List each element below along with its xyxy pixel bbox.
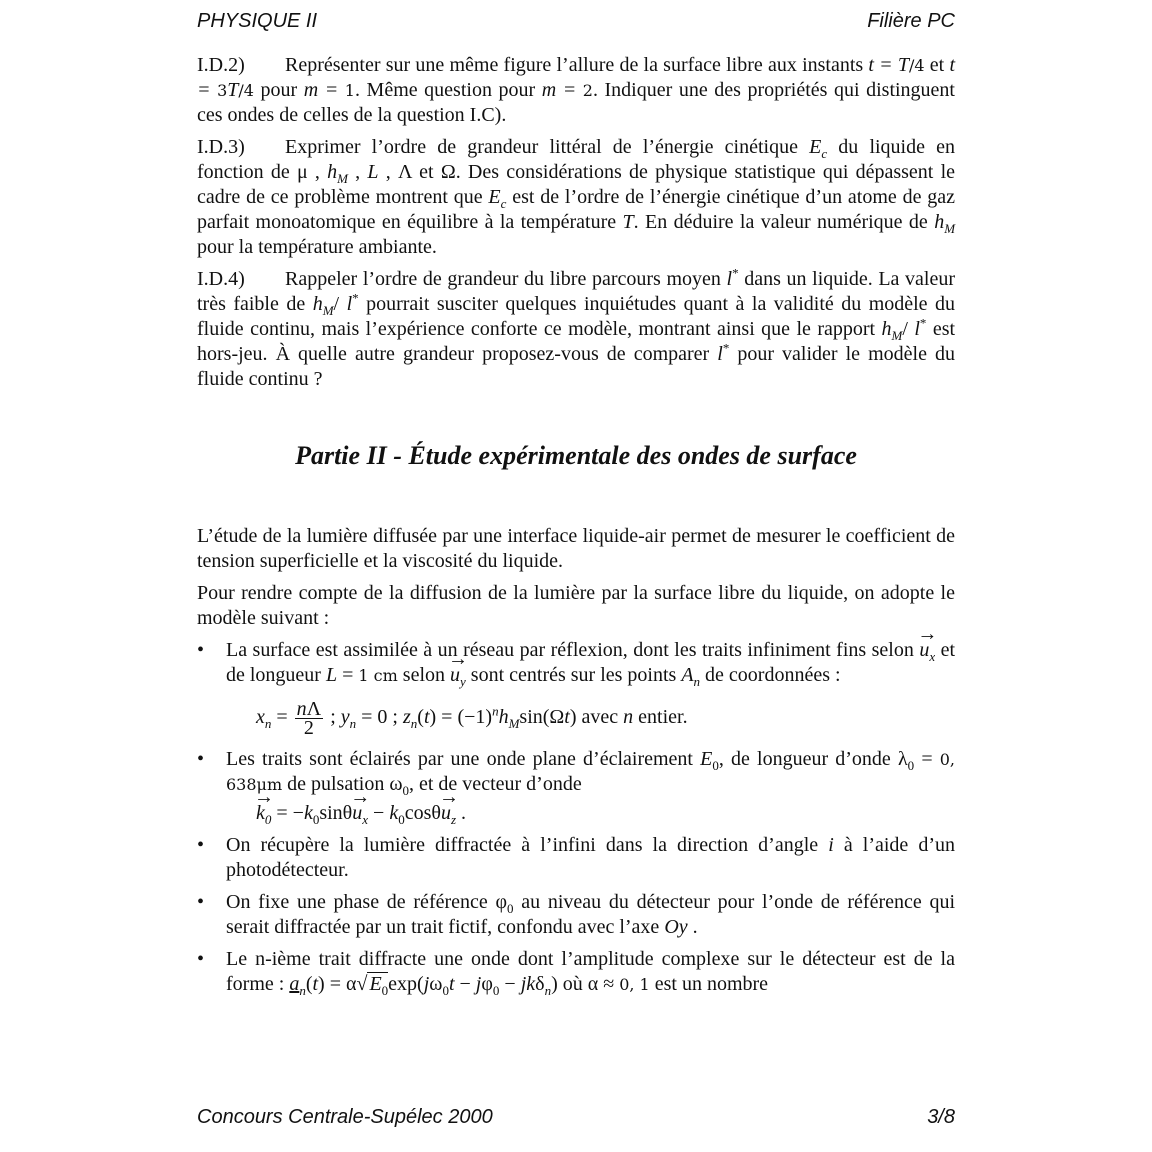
- header-left: PHYSIQUE II: [197, 10, 318, 32]
- intro-paragraph: L’étude de la lumière diffusée par une interface liquide-air permet de mesurer le coefficient de tension superficielle et la viscosité du liquide.: [197, 525, 955, 572]
- wave-vector-formula: → $k_0 = -k_0\sin\theta\to u_x - k_0\cos\theta\to u_z$ .: [256, 801, 955, 826]
- coordinates-formula: $x_n$ = $\frac{n\Lambda}{2}$ ; $y_n = 0$ ; $z_n(t) = (-1)^nh_M\sin(\Omega t)$ avec n entier.: [256, 698, 688, 739]
- bullet-icon: •: [197, 891, 205, 913]
- question-ID3: I.D.3) Exprimer l’ordre de grandeur littéral de l’énergie cinétique $E_c$ du liquide en fonction de μ , $h_M$ , L , Λ et Ω. Des considérations de physique statistique qui dépassent le cadre de ce problème montrent que $E_c$ est de l’ordre de l’énergie cinétique d’un atome de gaz parfait monoatomique en équilibre à la température T. En déduire la valeur numérique de $h_M$ pour la température ambiante.: [197, 136, 956, 258]
- header-right: Filière PC: [867, 10, 955, 32]
- question-number: I.D.2): [197, 54, 245, 76]
- question-ID4: I.D.4) Rappeler l’ordre de grandeur du libre parcours moyen l* dans un liquide. La valeur très faible de $h_M/$ l* pourrait susciter quelques inquiétudes quant à la validité du modèle du fluide continu, mais l’expérience conforte ce modèle, montrant ainsi que le rapport $h_M/$ l* est hors-jeu. À quelle autre grandeur proposez-vous de comparer l* pour valider le modèle du fluide continu ?: [197, 265, 956, 390]
- bullet-item: • On récupère la lumière diffractée à l’infini dans la direction d’angle i à l’aide d’un photodétecteur.: [197, 834, 955, 881]
- math: t = T: [868, 54, 909, 76]
- bullet-item: • Les traits sont éclairés par une onde plane d’éclairement $E_0$, de longueur d’onde $\lambda_0 = 0$, 638μm de pulsation $\omega_0$, et de vecteur d’onde → $k_0 = -k_0\sin\theta\to u_x - k_0\cos\theta\to u_z$ .: [197, 747, 955, 826]
- bullet-icon: •: [197, 748, 205, 770]
- part-title: Partie II - Étude expérimentale des ondes de surface: [295, 441, 857, 470]
- bullet-item: • On fixe une phase de référence $\varphi_0$ au niveau du détecteur pour l’onde de référence qui serait diffractée par un trait fictif, confondu avec l’axe Oy .: [197, 891, 956, 938]
- bullet-icon: •: [197, 834, 205, 856]
- question-number: I.D.4): [197, 268, 245, 290]
- document-body: [197, 53, 955, 1004]
- page-number: 3/8: [927, 1106, 955, 1128]
- page: [197, 0, 955, 1152]
- bullet-item: • Le n-ième trait diffracte une onde dont l’amplitude complexe sur le détecteur est de la forme : $a_n(t) = \alpha√$ $E_0\exp(j\omega_0t - j\varphi_0 - jk\delta_n)$ où α ≈ 0, 1 est un nombre: [197, 948, 955, 998]
- bullet-icon: •: [197, 639, 205, 661]
- bullet-item: • La surface est assimilée à un réseau par réflexion, dont les traits infiniment fins selon → $u_x$ et de longueur L = 1 cm selon → $u_y$ sont centrés sur les points $A_n$ de coordonnées : $x_n$ = $\frac{n\Lambda}{2}$ ; $y_n = 0$ ; $z_n(t) = (-1)^nh_M\sin(\Omega t)$ avec n entier.: [197, 638, 955, 737]
- footer-left: Concours Centrale-Supélec 2000: [197, 1106, 493, 1128]
- bullet-icon: •: [197, 948, 205, 970]
- intro-paragraph: Pour rendre compte de la diffusion de la lumière par la surface libre du liquide, on adopte le modèle suivant :: [197, 582, 955, 629]
- question-number: I.D.3): [197, 136, 245, 158]
- question-ID2: I.D.2) Représenter sur une même figure l’allure de la surface libre aux instants t = T/4 et t = 3T/4 pour m = 1. Même question pour m = 2. Indiquer une des propriétés qui distinguent ces ondes de celles de la question I.C).: [197, 54, 956, 126]
